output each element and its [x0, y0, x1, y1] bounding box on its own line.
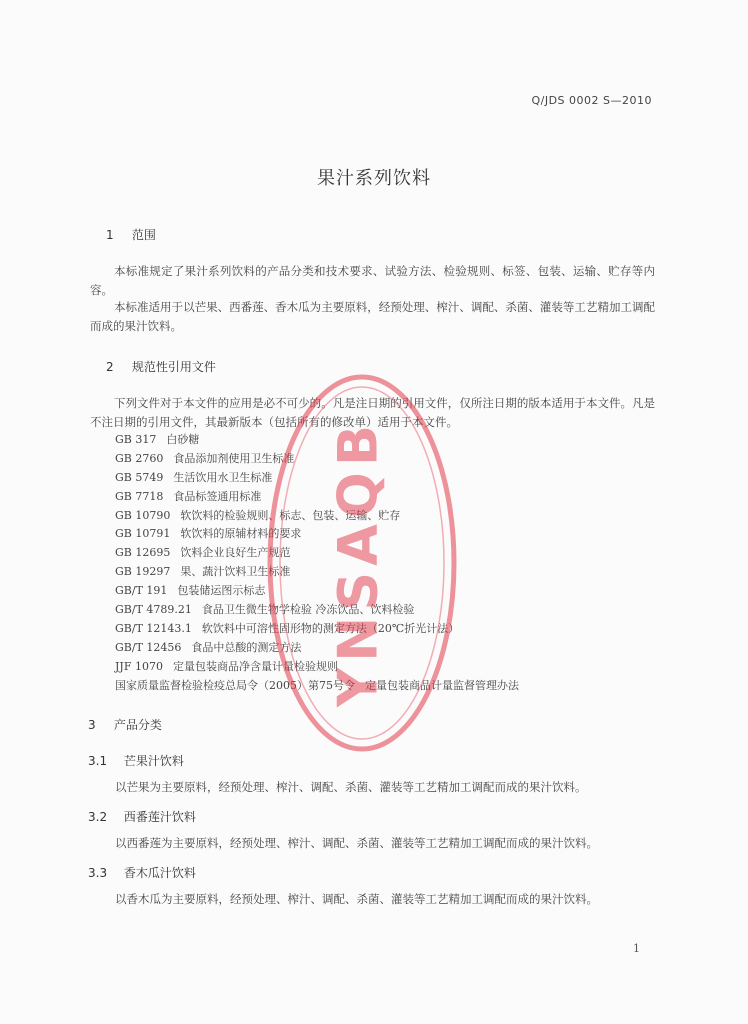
section-1-paragraph-1: 本标准规定了果汁系列饮料的产品分类和技术要求、试验方法、检验规则、标签、包装、运输、贮存等内容。 — [90, 264, 655, 297]
reference-item: GB 2760 食品添加剂使用卫生标准 — [115, 451, 295, 465]
section-3-heading — [88, 716, 162, 733]
reference-item: GB 5749 生活饮用水卫生标准 — [115, 470, 273, 484]
reference-item: GB 7718 食品标签通用标准 — [115, 489, 262, 503]
reference-item: GB 12695 饮料企业良好生产规范 — [115, 546, 291, 560]
subsection-3-1-text: 以芒果为主要原料，经预处理、榨汁、调配、杀菌、灌装等工艺精加工调配而成的果汁饮料。 — [115, 780, 587, 794]
subsection-3-3-text: 以香木瓜为主要原料，经预处理、榨汁、调配、杀菌、灌装等工艺精加工调配而成的果汁饮料。 — [115, 892, 598, 906]
page-number: 1 — [633, 942, 640, 955]
section-2-intro: 下列文件对于本文件的应用是必不可少的。凡是注日期的引用文件，仅所注日期的版本适用于本文件。凡是不注日期的引用文件，其最新版本（包括所有的修改单）适用于本文件。 — [90, 396, 655, 429]
reference-item: GB 19297 果、蔬汁饮料卫生标准 — [115, 565, 291, 579]
reference-item: GB 317 白砂糖 — [115, 433, 200, 446]
reference-item: GB/T 12456 食品中总酸的测定方法 — [115, 640, 302, 654]
stamp-text: YNSAQB — [326, 418, 390, 708]
document-title: 果汁系列饮料 — [317, 168, 431, 189]
reference-item: GB/T 4789.21 食品卫生微生物学检验 冷冻饮品、饮料检验 — [115, 603, 415, 617]
section-1-title: 范围 — [131, 228, 156, 242]
section-2-title: 规范性引用文件 — [131, 360, 216, 374]
reference-item: GB 10791 软饮料的原辅材料的要求 — [115, 527, 302, 541]
reference-item: GB 10790 软饮料的检验规则、标志、包装、运输、贮存 — [115, 508, 401, 522]
section-1-paragraph-2: 本标准适用于以芒果、西番莲、香木瓜为主要原料，经预处理、榨汁、调配、杀菌、灌装等工艺精加工调配而成的果汁饮料。 — [90, 300, 655, 333]
subsection-3-2-text: 以西番莲为主要原料，经预处理、榨汁、调配、杀菌、灌装等工艺精加工调配而成的果汁饮料。 — [115, 836, 598, 850]
section-3-number: 3 — [88, 718, 96, 732]
subsection-3-1-heading: 3.1 芒果汁饮料 — [88, 754, 184, 768]
section-3-title: 产品分类 — [113, 718, 162, 732]
section-1-number: 1 — [106, 228, 114, 242]
reference-item: JJF 1070 定量包装商品净含量计量检验规则 — [115, 659, 338, 673]
reference-item: GB/T 12143.1 软饮料中可溶性固形物的测定方法（20℃折光计法） — [115, 621, 460, 635]
section-2-heading — [106, 358, 216, 375]
reference-item: GB/T 191 包装储运图示标志 — [115, 584, 266, 598]
standard-code: Q/JDS 0002 S—2010 — [531, 94, 652, 107]
reference-list — [115, 431, 519, 695]
reference-item: 国家质量监督检验检疫总局令（2005）第75号令 定量包装商品计量监督管理办法 — [115, 678, 519, 692]
section-1-heading — [106, 226, 156, 243]
subsection-3-3-heading: 3.3 香木瓜汁饮料 — [88, 866, 196, 880]
section-2-number: 2 — [106, 360, 114, 374]
subsection-3-2-heading: 3.2 西番莲汁饮料 — [88, 810, 196, 824]
